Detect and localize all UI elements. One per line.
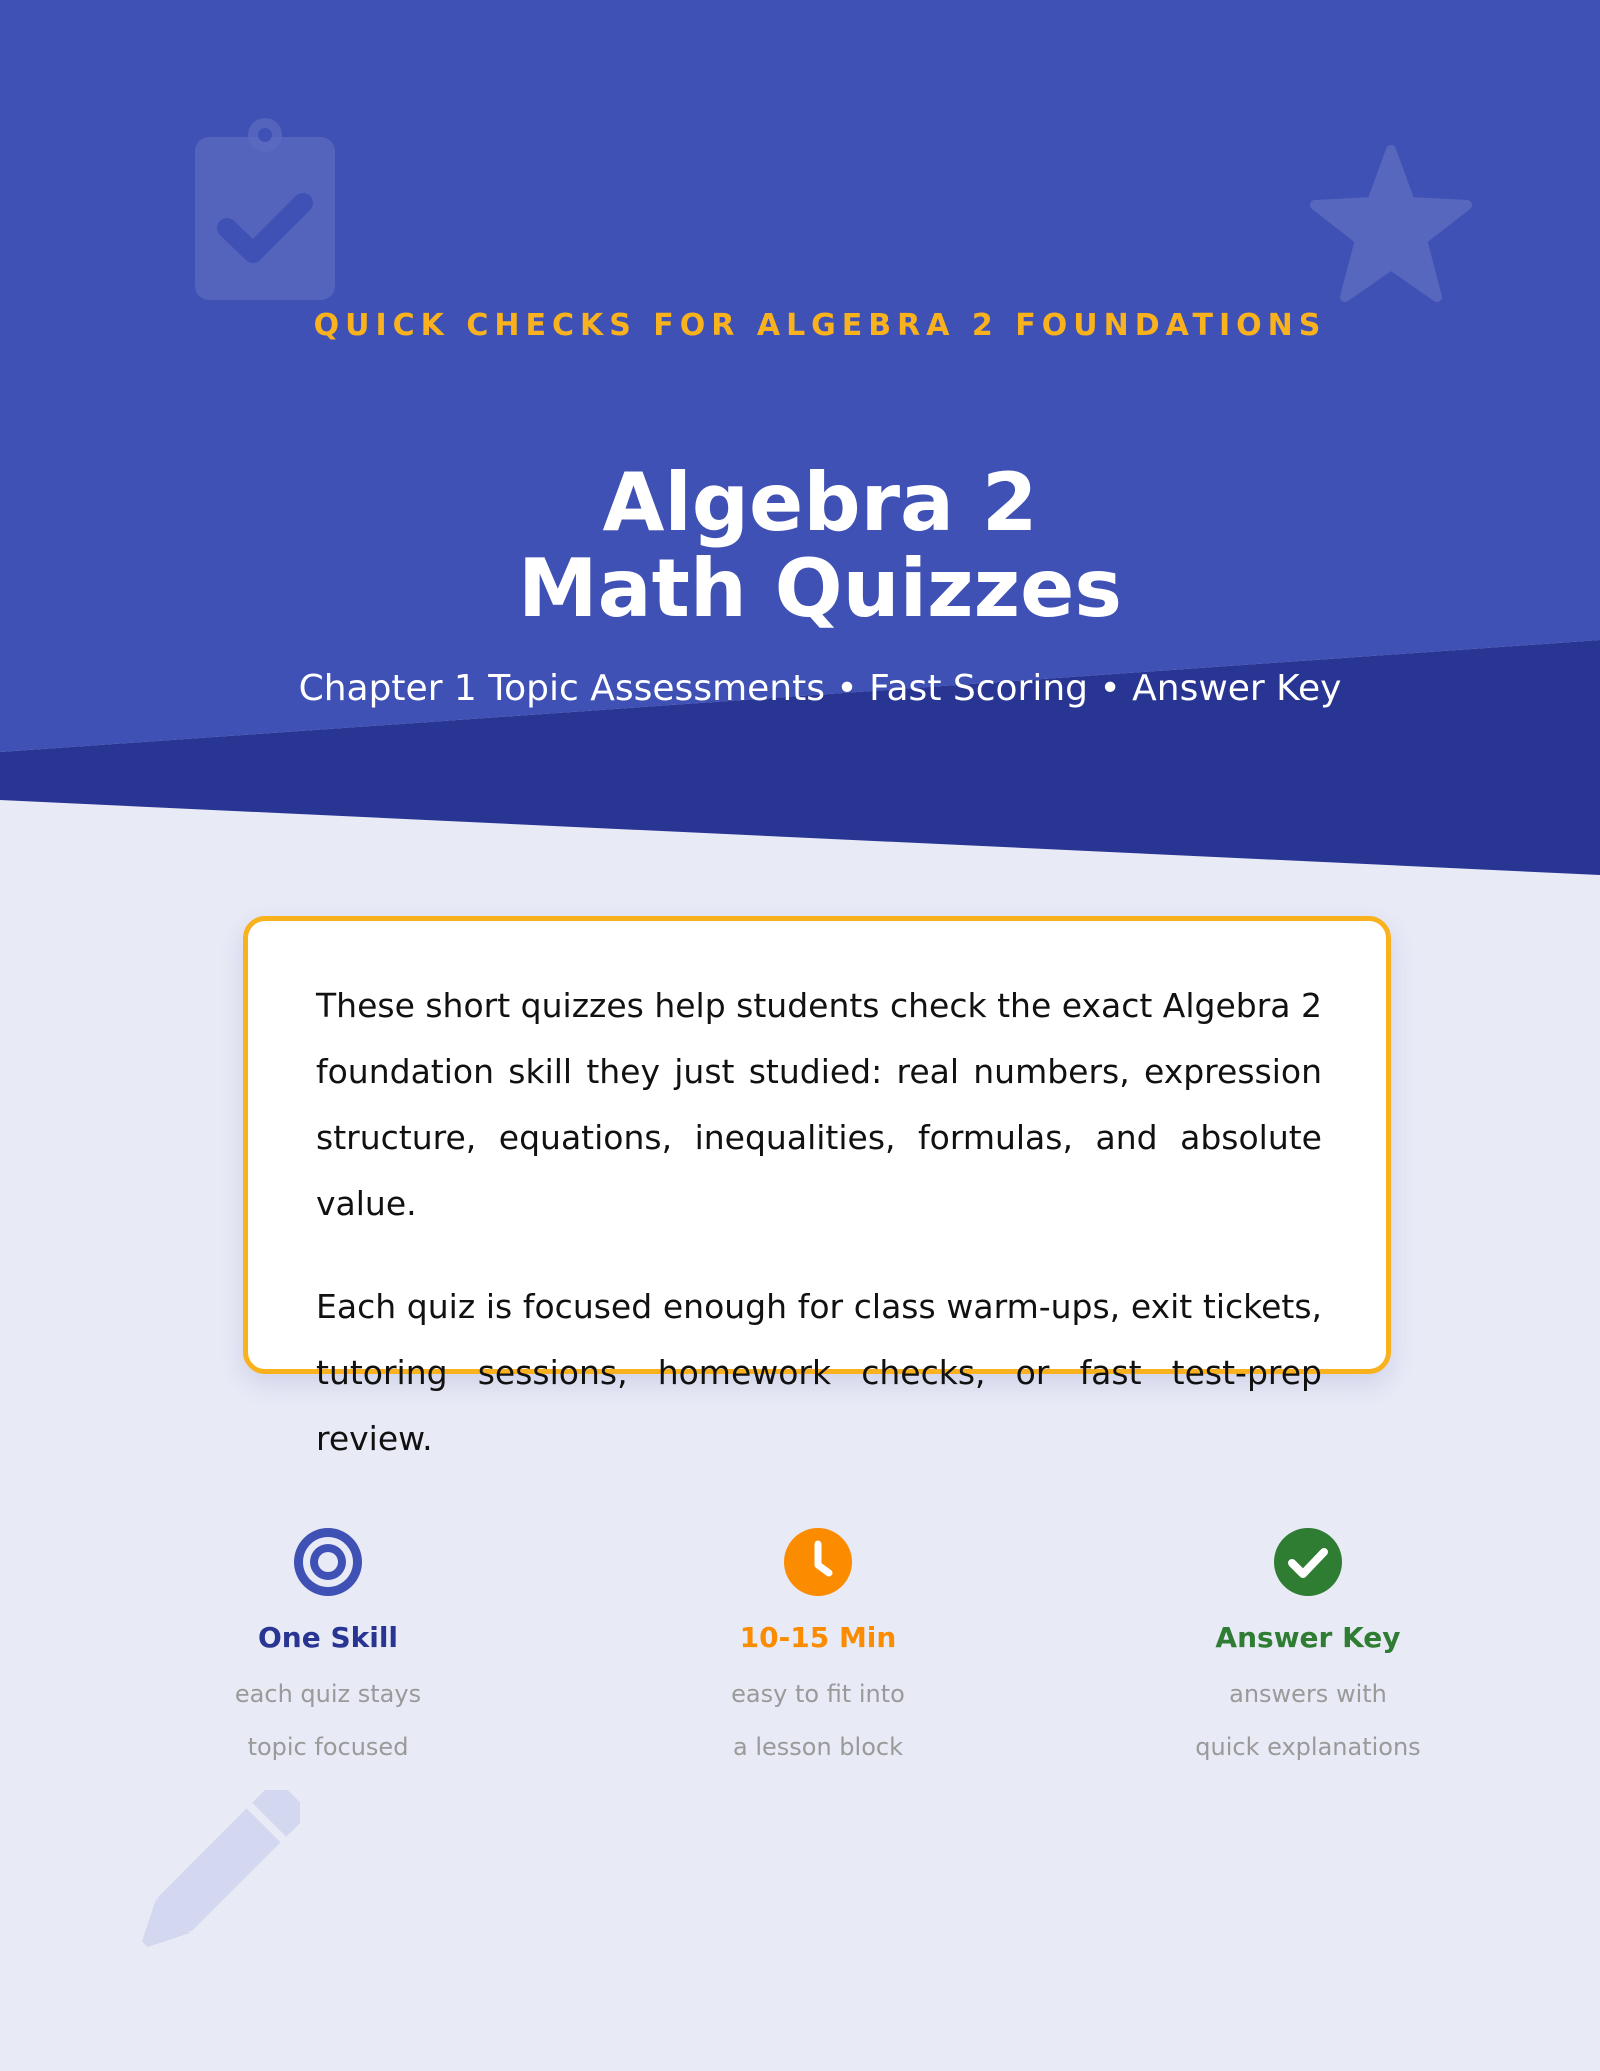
title-line-2: Math Quizzes xyxy=(517,542,1123,635)
feature-answer-key xyxy=(1128,1528,1488,1774)
feature-desc-line: topic focused xyxy=(247,1733,409,1761)
feature-description xyxy=(148,1668,508,1774)
feature-one-skill xyxy=(148,1528,508,1774)
feature-desc-line: quick explanations xyxy=(1195,1733,1421,1761)
intro-card xyxy=(243,916,1391,1458)
eyebrow-text: QUICK CHECKS FOR ALGEBRA 2 FOUNDATIONS xyxy=(313,308,1327,343)
feature-time xyxy=(638,1528,998,1774)
target-icon xyxy=(294,1528,362,1596)
feature-desc-line: each quiz stays xyxy=(234,1680,422,1708)
feature-desc-line: answers with xyxy=(1229,1680,1387,1708)
feature-desc-line: a lesson block xyxy=(733,1733,903,1761)
feature-description xyxy=(1128,1668,1488,1774)
feature-title: Answer Key xyxy=(1215,1621,1401,1654)
pencil-icon xyxy=(115,1790,300,1975)
intro-paragraph-1: These short quizzes help students check the exact Algebra 2 foundation skill they just studied: real numbers, expression structure, equations, inequalities, formulas, and absolute value. xyxy=(316,986,1322,1223)
clock-icon xyxy=(784,1528,852,1596)
feature-description xyxy=(638,1668,998,1774)
clipboard-check-icon xyxy=(195,115,335,300)
star-icon xyxy=(1310,145,1472,305)
check-circle-icon xyxy=(1274,1528,1342,1596)
feature-title: One Skill xyxy=(257,1621,399,1654)
feature-desc-line: easy to fit into xyxy=(731,1680,905,1708)
feature-title: 10-15 Min xyxy=(739,1621,897,1654)
title-line-1: Algebra 2 xyxy=(602,456,1038,549)
page-title xyxy=(0,456,1600,635)
page-subtitle: Chapter 1 Topic Assessments • Fast Scoring • Answer Key xyxy=(298,668,1342,709)
intro-paragraph-2: Each quiz is focused enough for class warm-ups, exit tickets, tutoring sessions, homework checks, or fast test-prep review. xyxy=(316,1287,1322,1458)
